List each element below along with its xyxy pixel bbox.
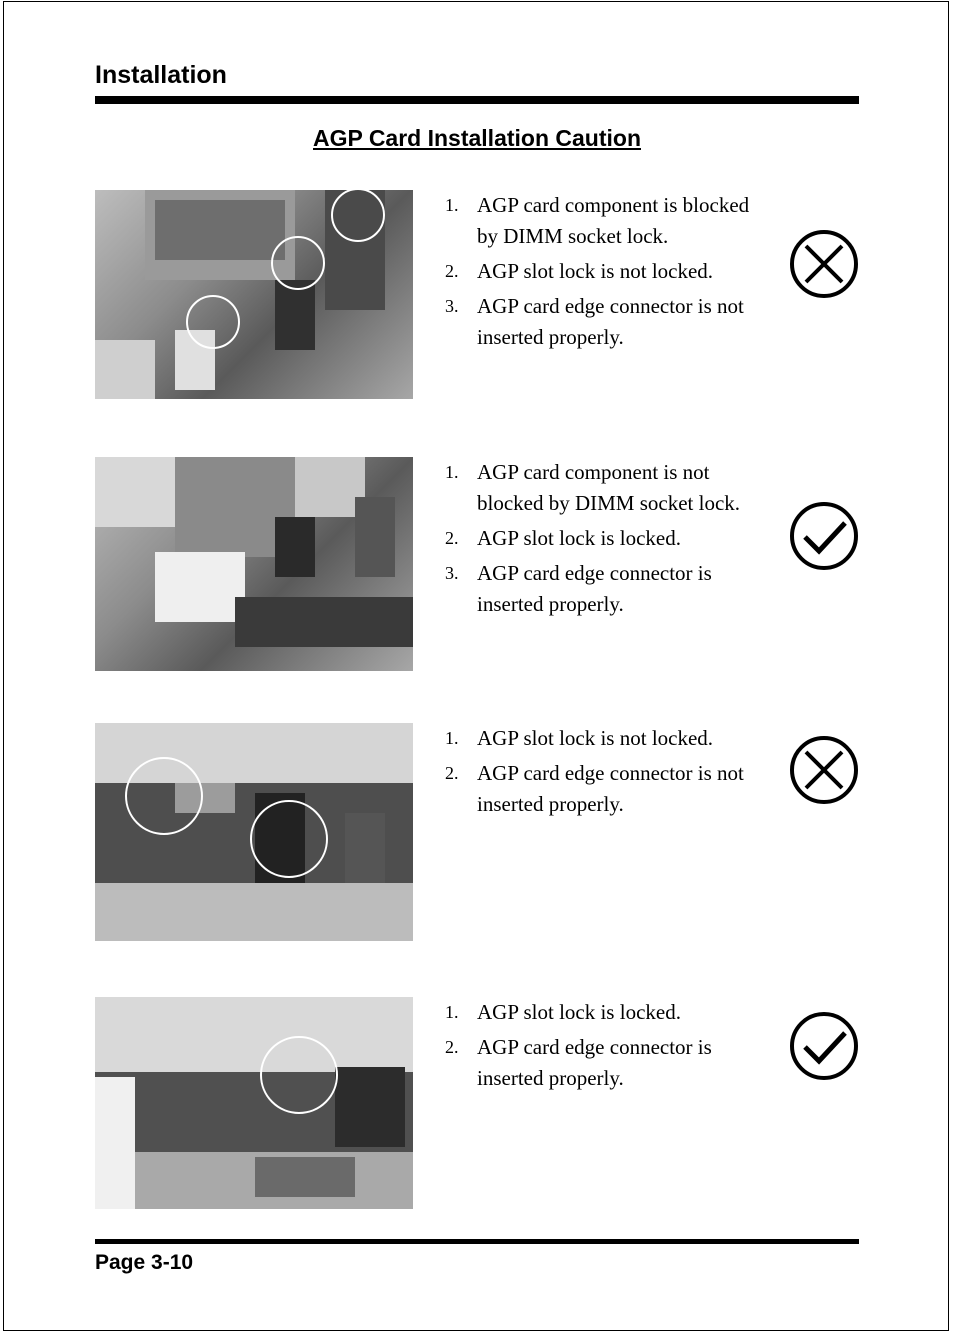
case-1 <box>95 190 859 400</box>
section-title: Installation <box>95 61 227 89</box>
list-item: 3. AGP card edge connector is inserted properly. <box>445 561 712 616</box>
list-item: 2. AGP card edge connector is not inserted properly. <box>445 761 744 816</box>
case-4-photo <box>95 997 413 1209</box>
case-4-list <box>445 997 775 1098</box>
cross-circle-icon <box>789 229 859 299</box>
case-2-photo <box>95 457 413 671</box>
list-item: 2. AGP slot lock is locked. <box>445 526 681 550</box>
case-2-list <box>445 457 775 624</box>
footer-rule <box>95 1239 859 1244</box>
list-item: 1. AGP slot lock is locked. <box>445 1000 681 1024</box>
list-item: 2. AGP card edge connector is inserted properly. <box>445 1035 712 1090</box>
list-item: 1. AGP card component is blocked by DIMM socket lock. <box>445 193 750 248</box>
check-circle-icon <box>789 1011 859 1081</box>
case-4 <box>95 997 859 1209</box>
cross-circle-icon <box>789 735 859 805</box>
header-rule <box>95 96 859 104</box>
case-1-list <box>445 190 775 357</box>
case-2 <box>95 457 859 671</box>
case-3-photo <box>95 723 413 941</box>
page-number: Page 3-10 <box>95 1251 194 1274</box>
list-item: 1. AGP slot lock is not locked. <box>445 726 714 750</box>
check-circle-icon <box>789 501 859 571</box>
case-3 <box>95 723 859 941</box>
case-1-photo <box>95 190 413 399</box>
list-item: 3. AGP card edge connector is not inserted properly. <box>445 294 744 349</box>
case-3-list <box>445 723 775 824</box>
list-item: 1. AGP card component is not blocked by DIMM socket lock. <box>445 460 741 515</box>
list-item: 2. AGP slot lock is not locked. <box>445 259 714 283</box>
page-title: AGP Card Installation Caution <box>313 125 641 151</box>
